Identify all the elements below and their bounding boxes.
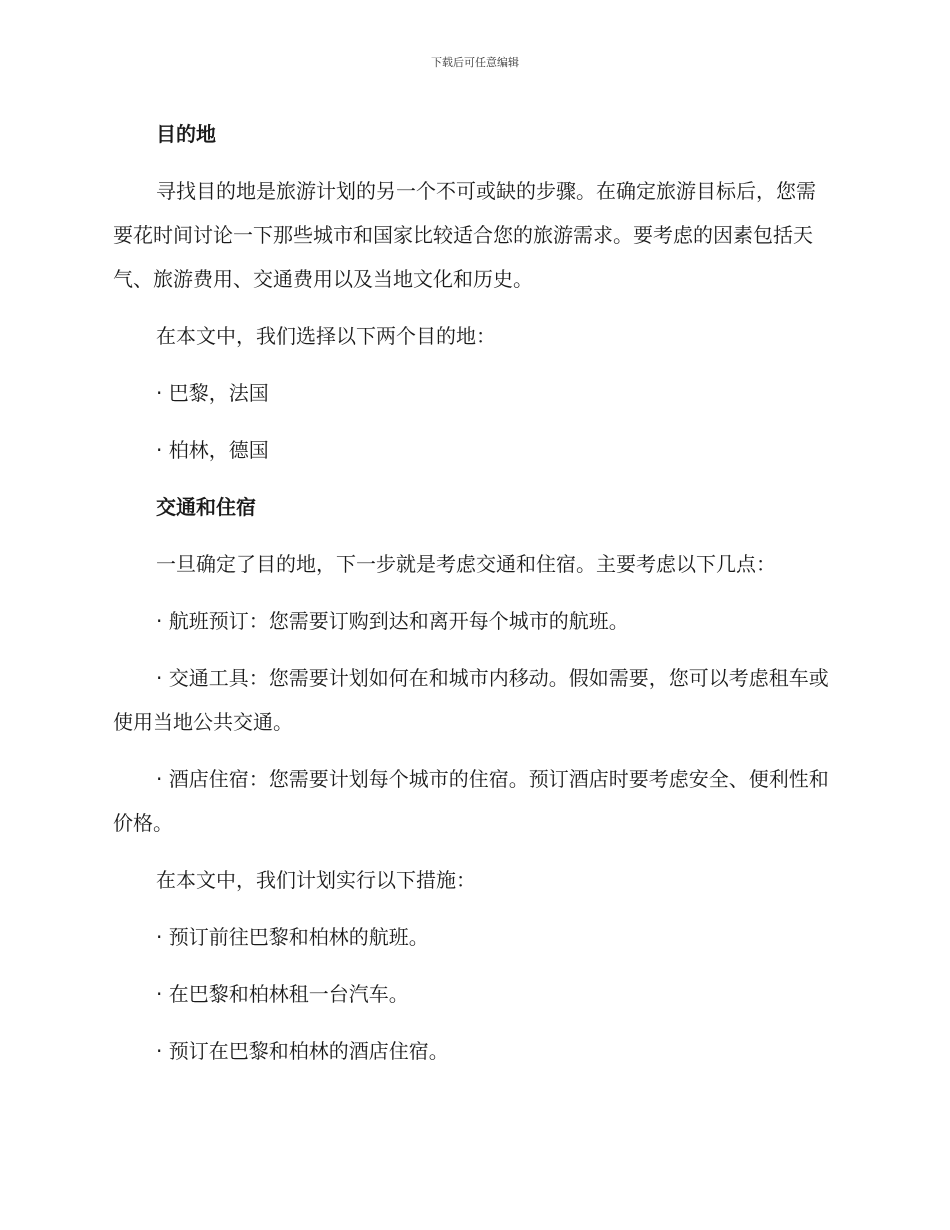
list-item-transport-point: · 交通工具：您需要计划如何在和城市内移动。假如需要，您可以考虑租车或使用当地公共交通。	[113, 666, 829, 734]
list-item-destination: · 柏林，德国	[156, 438, 269, 462]
paragraph-transport-lead: 在本文中，我们计划实行以下措施：	[156, 868, 476, 892]
paragraph-destination-intro: 寻找目的地是旅游计划的另一个不可或缺的步骤。在确定旅游目标后，您需要花时间讨论一下那些城市和国家比较适合您的旅游需求。要考虑的因素包括天气、旅游费用、交通费用以及当地文化和历史。	[113, 179, 816, 291]
document-body	[113, 112, 833, 1086]
list-item-plan: · 在巴黎和柏林租一台汽车。	[156, 982, 409, 1006]
list-item-plan: · 预订前往巴黎和柏林的航班。	[156, 925, 429, 949]
paragraph-destination-lead: 在本文中，我们选择以下两个目的地：	[156, 324, 496, 348]
section-heading-transport: 交通和住宿	[156, 495, 256, 519]
list-item-transport-point: · 航班预订：您需要订购到达和离开每个城市的航班。	[156, 609, 629, 633]
list-item-destination: · 巴黎，法国	[156, 381, 269, 405]
paragraph-transport-intro: 一旦确定了目的地，下一步就是考虑交通和住宿。主要考虑以下几点：	[156, 552, 776, 576]
page-header-note: 下载后可任意编辑	[431, 56, 519, 69]
list-item-plan: · 预订在巴黎和柏林的酒店住宿。	[156, 1039, 449, 1063]
section-heading-destination: 目的地	[156, 122, 216, 146]
list-item-transport-point: · 酒店住宿：您需要计划每个城市的住宿。预订酒店时要考虑安全、便利性和价格。	[113, 767, 829, 835]
